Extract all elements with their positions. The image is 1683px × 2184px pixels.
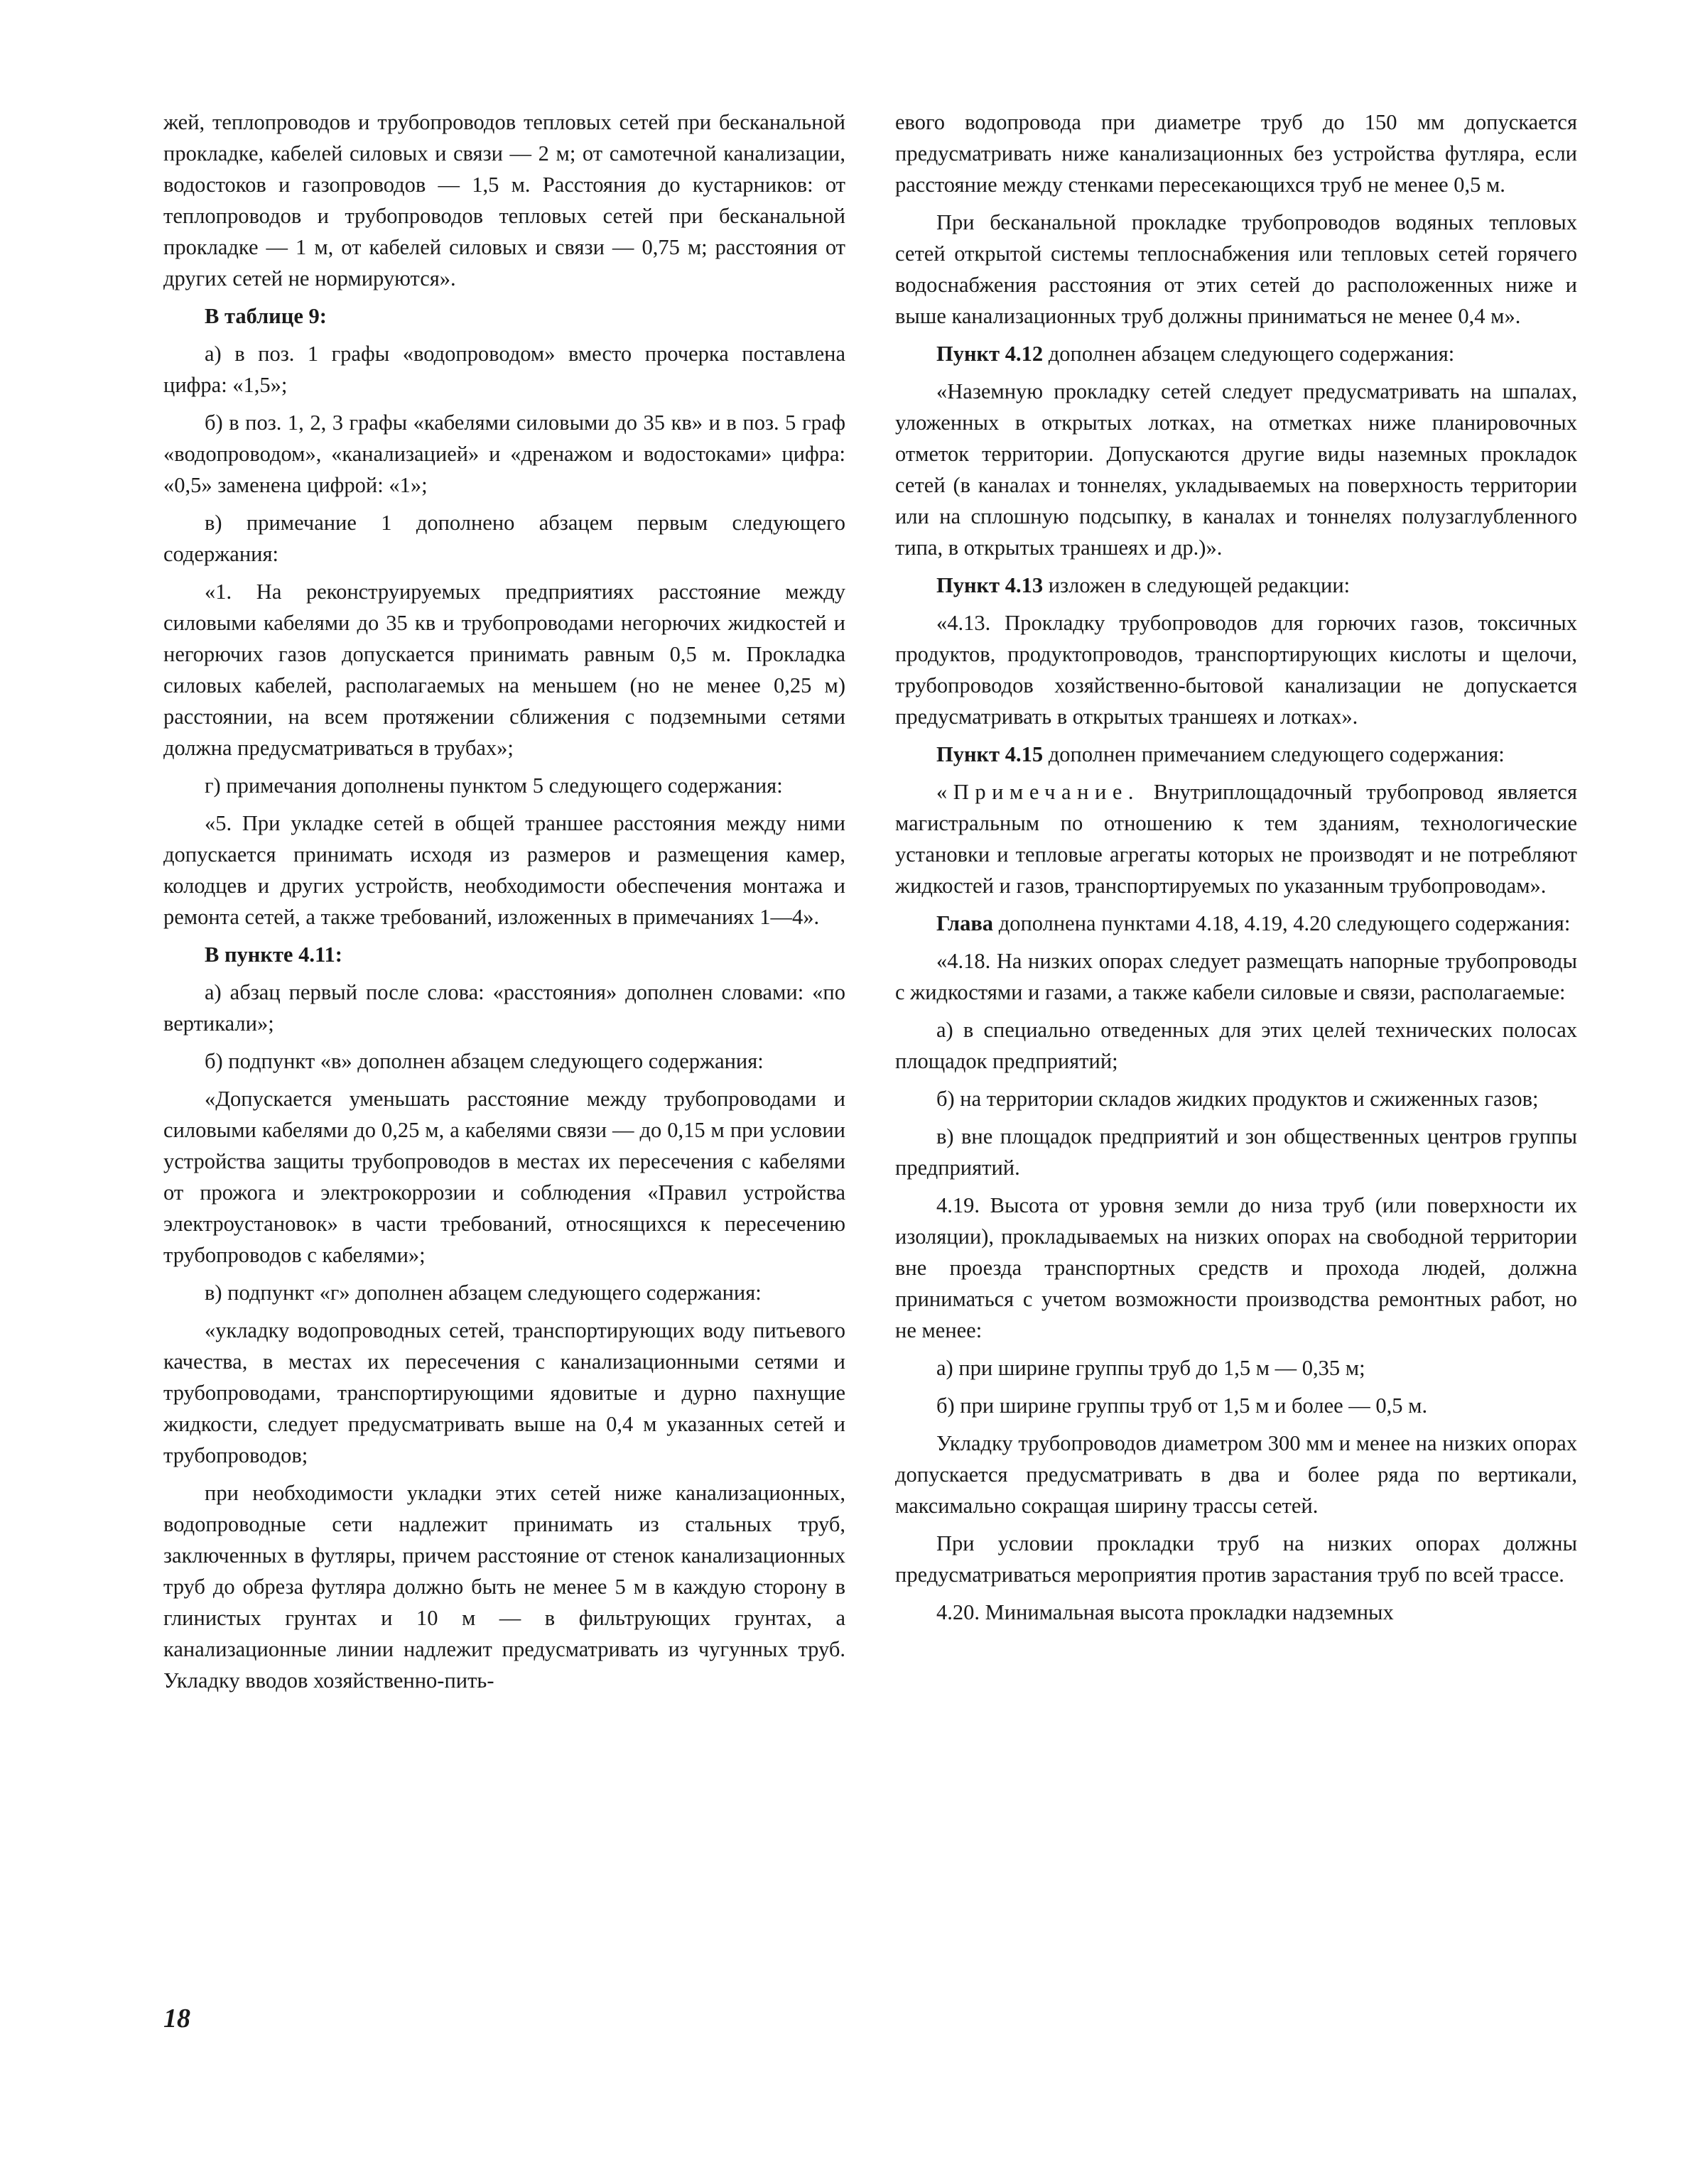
paragraph: б) в поз. 1, 2, 3 графы «кабелями силовыми до 35 кв» и в поз. 5 граф «водопроводом», «канализацией» и «дренажом и водостоками» цифра: «0,5» заменена цифрой: «1»; xyxy=(163,411,845,497)
paragraph-lead: Пункт 4.15 xyxy=(936,742,1044,766)
paragraph: евого водопровода при диаметре труб до 150 мм допускается предусматривать ниже канализационных без устройства футляра, если расстояние между стенками пересекающихся труб не менее 0,5 м. xyxy=(895,110,1577,197)
paragraph: в) подпункт «г» дополнен абзацем следующего содержания: xyxy=(205,1281,762,1305)
paragraph: «Допускается уменьшать расстояние между трубопроводами и силовыми кабелями до 0,25 м, а кабелями связи — до 0,15 м при условии устройства защиты трубопроводов в местах их пересечения с кабелями от прожога и электрокоррозии и соблюдения «Правил устройства электроустановок» в части требований, относящихся к пересечению трубопроводов с кабелями»; xyxy=(163,1087,845,1267)
paragraph: жей, теплопроводов и трубопроводов тепловых сетей при бесканальной прокладке, кабелей силовых и связи — 2 м; от самотечной канализации, водостоков и газопроводов — 1,5 м. Расстояния до кустарников: от теплопроводов и трубопроводов тепловых сетей при бесканальной прокладке — 1 м, от кабелей силовых и связи — 0,75 м; расстояния от других сетей не нормируются». xyxy=(163,110,845,290)
paragraph: в) примечание 1 дополнено абзацем первым следующего содержания: xyxy=(163,511,845,566)
paragraph: «1. На реконструируемых предприятиях расстояние между силовыми кабелями до 35 кв и трубопроводами негорючих жидкостей и негорючих газов допускается принимать равным 0,5 м. Прокладка силовых кабелей, располагаемых на меньшем (но не менее 0,25 м) расстоянии, на всем протяжении сближения с подземными сетями должна предусматриваться в трубах»; xyxy=(163,580,845,760)
paragraph: Укладку трубопроводов диаметром 300 мм и менее на низких опорах допускается предусматривать в два и более ряда по вертикали, максимально сокращая ширину трассы сетей. xyxy=(895,1431,1577,1518)
paragraph xyxy=(895,570,1577,601)
paragraph: а) при ширине группы труб до 1,5 м — 0,35 м; xyxy=(936,1356,1365,1380)
paragraph: г) примечания дополнены пунктом 5 следующего содержания: xyxy=(205,773,783,798)
paragraph-lead: «Примечание. xyxy=(936,780,1140,804)
paragraph-text: изложен в следующей редакции: xyxy=(1043,573,1351,597)
paragraph-text: дополнен примечанием следующего содержания: xyxy=(1043,742,1505,766)
paragraph: а) в поз. 1 графы «водопроводом» вместо прочерка поставлена цифра: «1,5»; xyxy=(163,342,845,397)
paragraph-lead: Пункт 4.13 xyxy=(936,573,1044,597)
paragraph: «4.18. На низких опорах следует размещать напорные трубопроводы с жидкостями и газами, а также кабели силовые и связи, располагаемые: xyxy=(895,949,1577,1004)
paragraph-text: Внутриплощадочный трубопровод является магистральным по отношению к тем зданиям, технологические установки и тепловые агрегаты которых не производят и не потребляют жидкостей и газов, транспортируемых по указанным трубопроводам». xyxy=(895,780,1577,898)
paragraph: При условии прокладки труб на низких опорах должны предусматриваться мероприятия против зарастания труб по всей трассе. xyxy=(895,1531,1577,1587)
paragraph-lead: Пункт 4.12 xyxy=(936,342,1044,366)
paragraph: «4.13. Прокладку трубопроводов для горючих газов, токсичных продуктов, продуктопроводов, транспортирующих кислоты и щелочи, трубопроводов хозяйственно-бытовой канализации не допускается предусматривать в открытых траншеях и лотках». xyxy=(895,611,1577,729)
paragraph-lead: Глава xyxy=(936,911,994,935)
section-heading: В таблице 9: xyxy=(205,304,327,328)
paragraph: а) в специально отведенных для этих целей технических полосах площадок предприятий; xyxy=(895,1018,1577,1073)
paragraph: «5. При укладке сетей в общей траншее расстояния между ними допускается принимать исходя из размеров и размещения камер, колодцев и других устройств, необходимости обеспечения монтажа и ремонта сетей, а также требований, изложенных в примечаниях 1—4». xyxy=(163,811,845,929)
paragraph-text: дополнен абзацем следующего содержания: xyxy=(1043,342,1455,366)
paragraph: «укладку водопроводных сетей, транспортирующих воду питьевого качества, в местах их пересечения с канализационными сетями и трубопроводами, транспортирующими ядовитые и дурно пахнущие жидкости, следует предусматривать выше на 0,4 м указанных сетей и трубопроводов; xyxy=(163,1318,845,1467)
paragraph: а) абзац первый после слова: «расстояния» дополнен словами: «по вертикали»; xyxy=(163,980,845,1036)
paragraph-text: дополнена пунктами 4.18, 4.19, 4.20 следующего содержания: xyxy=(993,911,1571,935)
section-heading: В пункте 4.11: xyxy=(205,942,342,967)
right-column xyxy=(895,107,1577,1634)
paragraph: «Наземную прокладку сетей следует предусматривать на шпалах, уложенных в открытых лотках, на отметках ниже планировочных отметок территории. Допускаются другие виды наземных прокладок сетей (в каналах и тоннелях, укладываемых на поверхность территории или на сплошную подсыпку, в каналах и тоннелях полузаглубленного типа, в открытых траншеях и др.)». xyxy=(895,379,1577,560)
paragraph: 4.20. Минимальная высота прокладки надземных xyxy=(936,1600,1394,1624)
paragraph xyxy=(895,739,1577,770)
paragraph: При бесканальной прокладке трубопроводов водяных тепловых сетей открытой системы теплоснабжения или тепловых сетей горячего водоснабжения расстояния от этих сетей до расположенных ниже и выше канализационных труб должны приниматься не менее 0,4 м». xyxy=(895,210,1577,328)
paragraph: при необходимости укладки этих сетей ниже канализационных, водопроводные сети надлежит принимать из стальных труб, заключенных в футляры, причем расстояние от стенок канализационных труб до обреза футляра должно быть не менее 5 м в каждую сторону в глинистых грунтах и 10 м — в фильтрующих грунтах, а канализационные линии надлежит предусматривать из чугунных труб. Укладку вводов хозяйственно-пить- xyxy=(163,1481,845,1693)
page-number: 18 xyxy=(163,2004,190,2033)
paragraph: в) вне площадок предприятий и зон общественных центров группы предприятий. xyxy=(895,1124,1577,1180)
paragraph: б) при ширине группы труб от 1,5 м и более — 0,5 м. xyxy=(936,1393,1428,1418)
paragraph xyxy=(895,776,1577,901)
paragraph xyxy=(895,338,1577,369)
paragraph: 4.19. Высота от уровня земли до низа труб (или поверхности их изоляции), прокладываемых на низких опорах на свободной территории вне проезда транспортных средств и прохода людей, должна приниматься с учетом возможности производства ремонтных работ, но не менее: xyxy=(895,1193,1577,1342)
paragraph: б) подпункт «в» дополнен абзацем следующего содержания: xyxy=(205,1049,764,1073)
left-column xyxy=(163,107,845,1702)
paragraph: б) на территории складов жидких продуктов и сжиженных газов; xyxy=(936,1087,1539,1111)
paragraph xyxy=(895,908,1577,939)
